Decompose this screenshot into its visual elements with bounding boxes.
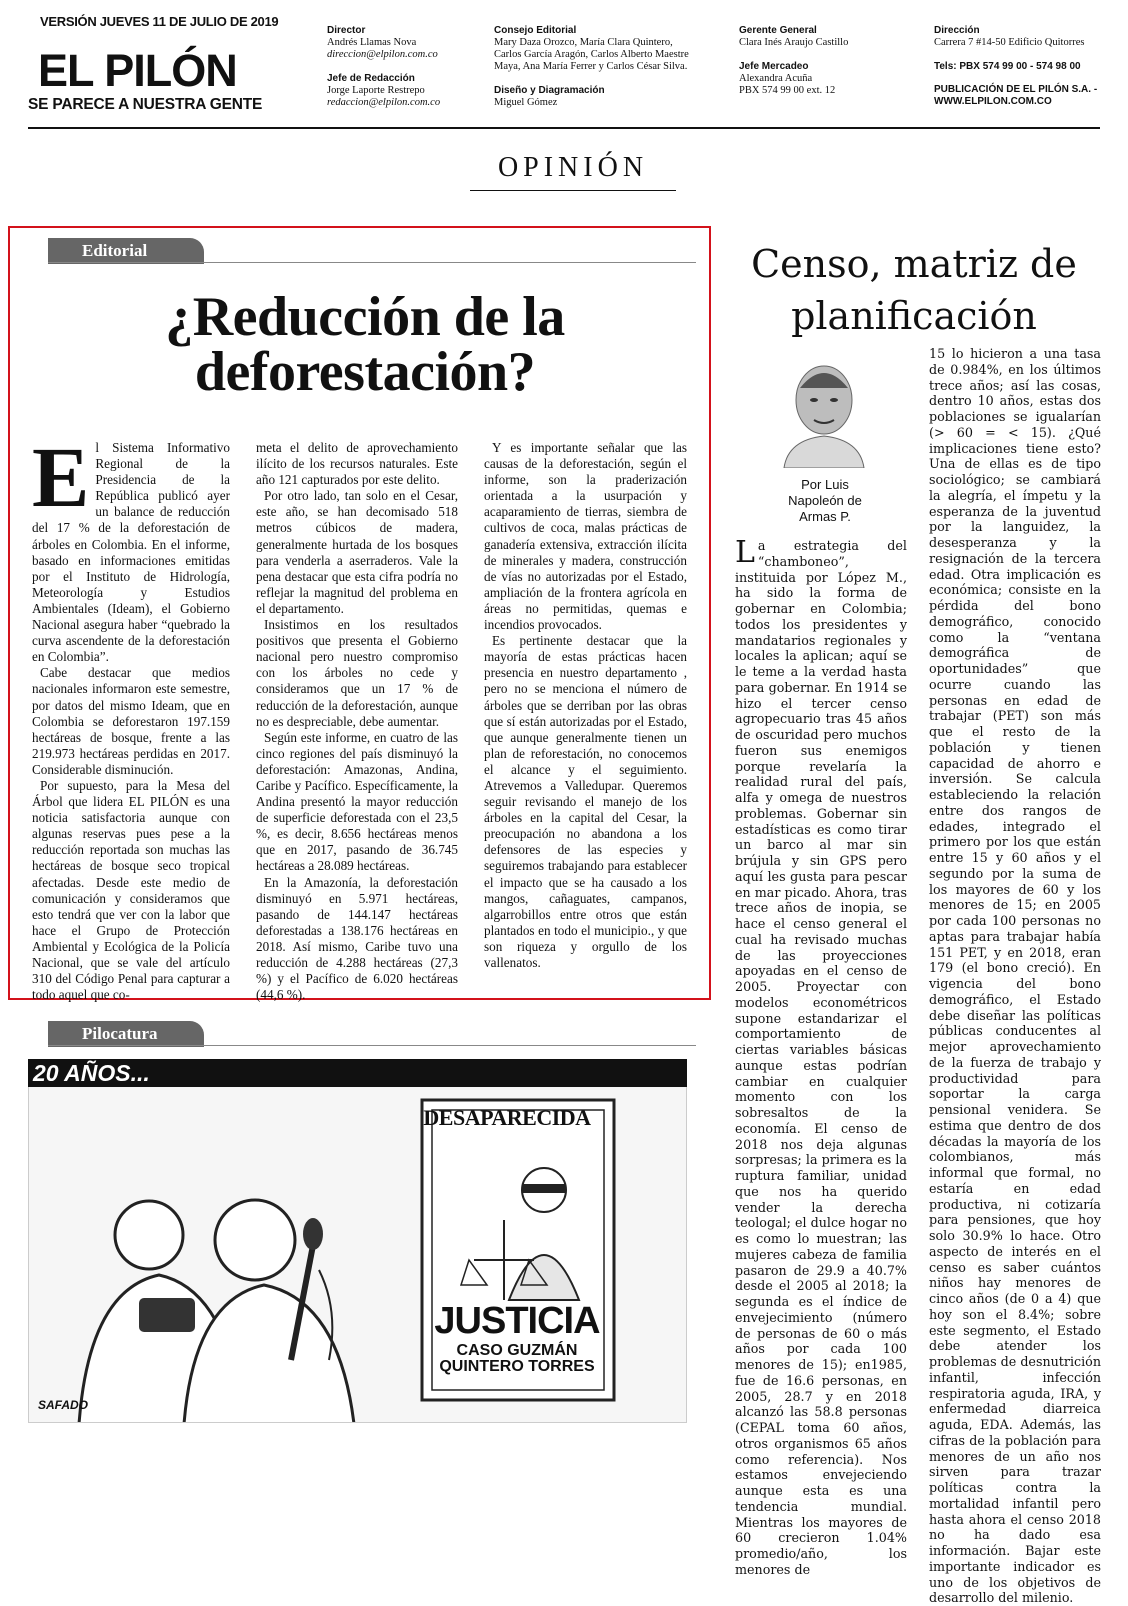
- credit-name: Alexandra Acuña: [739, 73, 813, 84]
- editorial-column-1: [32, 429, 230, 1003]
- credit-role: Dirección: [934, 25, 980, 36]
- paragraph: Y es importante señalar que las causas de la deforestación, según el informe, son la praderización orientada a la usurpación y acaparamiento de tierras, siembra de cultivos de coca, malas prácticas de ganadería extensiva, extracción ilícita de minerales y madera, construcción de vías no autorizadas por el Estado, ampliación de la frontera agrícola en áreas no permitidas, quemas e incendios provocados.: [484, 440, 687, 633]
- credit-line: Mary Daza Orozco, María Clara Quintero,: [494, 37, 673, 48]
- paragraph: En la Amazonía, la deforestación disminuyó en 5.971 hectáreas, pasando de 144.147 hectáreas deforestadas a 138.176 hectáreas en 2018. Así mismo, Caribe tuvo una reducción de 4.288 hectáreas (27,3 %) y el Pacífico de 6.020 hectáreas (44,6 %).: [256, 874, 458, 1003]
- author-portrait-icon: [778, 348, 870, 468]
- credit-email[interactable]: direccion@elpilon.com.co: [327, 49, 438, 60]
- credits-gerente: [739, 25, 909, 49]
- editorial-column-3: [484, 440, 687, 971]
- paragraph: l Sistema Informativo Regional de la Presidencia de la República publicó ayer un balance de reducción del 17 % de la deforestación de árboles en Colombia. En el informe, basado en informaciones emitidas por el Instituto de Hidrología, Meteorología y Estudios Ambientales (Ideam), el Gobierno Nacional asegura haber “quebrado la curva ascendente de la deforestación en Colombia”.: [32, 440, 230, 665]
- credits-redaccion: [327, 73, 477, 109]
- paragraph: Según este informe, en cuatro de las cinco regiones del país disminuyó la deforestación: Amazonas, Andina, Caribe y Pacífico. Específicamente, la Andina presentó la mayor reducción de superficie deforestada con el 23,5 %, es decir, 8.656 hectáreas menos que en 2017, pasando de 36.745 hectáreas a 28.089 hectáreas.: [256, 729, 458, 874]
- drop-cap: E: [32, 429, 90, 525]
- credits-consejo: [494, 25, 719, 73]
- author-byline: [770, 477, 880, 525]
- credit-line: Carlos García Aragón, Carlos Alberto Maestre: [494, 49, 689, 60]
- credit-phones: Tels: PBX 574 99 00 - 574 98 00: [934, 61, 1081, 72]
- credit-role: Consejo Editorial: [494, 25, 577, 36]
- credit-email[interactable]: redaccion@elpilon.com.co: [327, 97, 441, 108]
- paragraph: a estrategia del “chamboneo”, instituida por López M., ha sido la forma de gobernar en Colombia; todos los presidentes y mandatarios regionales y locales la aplican; aquí se le teme a la verdad hasta para gobernar. En 1914 se hizo el tercer censo agropecuario tras 45 años de oscuridad pero muchos fueron sus enemigos porque revelaría la realidad rural del país, alfa y omega de nuestros problemas. Gobernar sin estadísticas es como tirar un barco al mar sin brújula y sin GPS pero aquí les gusta para pescar en mar picado. Ahora, tras trece años de inopia, se hace el censo general el cual ha revisado muchas de las proyecciones apoyadas en el censo de 2005. Proyectar con modelos econométricos supone estandarizar el comportamiento de ciertas variables básicas aunque estas podrían cambiar en cualquier momento con los sobresaltos de la economía. El censo de 2018 nos deja algunas sorpresas; la primera es la ruptura familiar, unidad que nos ha querido vender la derecha teologal; el dulce hogar no es como lo muestran; las mujeres cabeza de familia pasaron de 29.9 a 40.7% desde el 2005 al 2018; la segunda es el índice de envejecimiento (número de personas de 60 o más años por cada 100 menores de 15); en1985, fue de 16.6 personas, en 2005, 28.7 y en 2018 alcanzó las 58.8 personas (CEPAL toma 60 años, otros organismos 65 años como referencia). Nos estamos envejeciendo aunque esta es una tendencia mundial. Mientras los mayores de 60 crecieron 1.04% promedio/año, los menores de: [735, 538, 907, 1577]
- editorial-tab-rule: [48, 262, 696, 263]
- opinion-column-2: [929, 346, 1101, 1606]
- credits-publicacion: [934, 84, 1109, 108]
- paragraph: Por otro lado, tan solo en el Cesar, este año, se han decomisado 518 metros cúbicos de madera, generalmente hurtada de los bosques para venderla a aserraderos. Vale la pena destacar que esta cifra podría no reflejar la magnitud del problema en el departamento.: [256, 488, 458, 616]
- credit-role: Gerente General: [739, 25, 817, 36]
- poster-main-text: JUSTICIA: [434, 1300, 600, 1342]
- paragraph: Insistimos en los resultados positivos que presenta el Gobierno nacional pero nuestro compromiso con los árboles no cede y consideramos que un 17 % de reducción de la deforestación, aunque no es despreciable, debe aumentar.: [256, 617, 458, 729]
- masthead-divider: [28, 127, 1100, 129]
- editorial-column-2: [256, 440, 458, 1003]
- poster-caption: [421, 1343, 613, 1375]
- cartoon-tab-rule: [48, 1045, 696, 1046]
- credit-phone: PBX 574 99 00 ext. 12: [739, 85, 836, 96]
- credits-direccion: [934, 25, 1104, 49]
- credit-address: Carrera 7 #14-50 Edificio Quitorres: [934, 37, 1085, 48]
- credits-director: [327, 25, 477, 61]
- paragraph: Es pertinente destacar que la mayoría de estas prácticas hacen presencia en nuestro departamento , pero no se menciona el número de árboles que se derriban por las obras que sí están autorizadas por el Estado, que aunque generalmente tienen un plan de reforestación, no conocemos el alcance y el seguimiento. Atrevemos a Valledupar. Queremos seguir revisando el manejo de los árboles en la capital del Cesar, la preocupación no abandona a los defensores de las especies y seguiremos trabajando para establecer el impacto que se ha causado a los mangos, cañaguates, campanos, algarrobillos entre otros que están plantados en todo el municipio., y que son riqueza y orgullo de los vallenatos.: [484, 633, 687, 970]
- credit-role: Jefe Mercadeo: [739, 61, 809, 72]
- opinion-title: Censo, matriz de planificación: [751, 242, 1077, 338]
- editorial-tab: Editorial: [48, 238, 204, 264]
- editorial-headline: ¿Reducción de la deforestación?: [165, 286, 565, 403]
- credit-name: Andrés Llamas Nova: [327, 37, 417, 48]
- section-underline: [470, 190, 676, 191]
- credit-name: Miguel Gómez: [494, 97, 558, 108]
- cartoonist-signature: SAFADO: [38, 1398, 89, 1412]
- byline-line: Armas P.: [799, 509, 851, 524]
- credit-name: Jorge Laporte Restrepo: [327, 85, 425, 96]
- credit-line: Maya, Ana María Ferrer y Carlos César Silva.: [494, 61, 688, 72]
- credits-diseno: [494, 85, 694, 109]
- drop-cap: L: [735, 535, 755, 570]
- credits-mercadeo: [739, 61, 909, 97]
- credits-tels: [934, 61, 1104, 73]
- newspaper-logo: EL PILÓN: [38, 45, 237, 96]
- paragraph: Cabe destacar que medios nacionales informaron este semestre, por datos del mismo Ideam, que en Colombia se deforestaron 197.159 hectáreas de bosque, frente a las 219.973 hectáreas perdidas en 2017. Considerable disminución.: [32, 665, 230, 777]
- section-title: OPINIÓN: [497, 152, 649, 183]
- credit-role: Diseño y Diagramación: [494, 85, 605, 96]
- newspaper-slogan: SE PARECE A NUESTRA GENTE: [28, 96, 263, 113]
- cartoon-tab: Pilocatura: [48, 1021, 204, 1047]
- credit-publisher: PUBLICACIÓN DE EL PILÓN S.A. -: [934, 84, 1098, 95]
- byline-line: Napoleón de: [788, 493, 862, 508]
- paragraph: Por supuesto, para la Mesa del Árbol que lidera EL PILÓN es una noticia satisfactoria aunque con algunas reservas pues pese a la reducción reportada son muchas las hectáreas de bosque seco tropical afectadas. Desde este medio de comunicación y consideramos que esto tendrá que ver con la labor que hace el Grupo de Protección Ambiental y Ecológica de la Policía Nacional, que se vale del artículo 310 del Código Penal para capturar a todo aquel que co-: [32, 777, 230, 1003]
- cartoon-title: 20 AÑOS...: [33, 1060, 150, 1086]
- paragraph: 15 lo hicieron a una tasa de 0.984%, en los últimos trece años; así las cosas, dentro 10 años, estas dos poblaciones se igualarían (> 60 = < 15). ¿Qué implicaciones tiene esto? Una de ellas es de tipo sociológico; se cambiará la alegría, el ímpetu y la esperanza de la juventud por la languidez, la desesperanza y la resignación de la tercera edad. Otra implicación es económica; consiste en la pérdida del bono demográfico, conocido como la “ventana demográfica de oportunidades” que ocurre cuando las personas en edad de trabajar (PET) son más que el resto de la población y tienen capacidad de ahorro e inversión. Se calcula estableciendo la relación entre dos rangos de edades, integrado el primero por los que están entre 15 y 60 años y el segundo por la suma de los mayores de 60 y los menores de 15; en 2005 por cada 100 personas no aptas para trabajar había 151 PET, y en 2018, eran 179 (el bono creció). En vigencia del bono demográfico, el Estado debe diseñar las políticas públicas conducentes al mejor aprovechamiento de la fuerza de trabajo y productividad para soportar la carga pensional venidera. Se estima que dentro de dos décadas la mayoría de los colombianos, más informal que formal, no estaría en edad productiva, ni cotizaría para pensiones, que hoy solo 30.9% lo hace. Otro aspecto de interés en el censo es saber cuántos niños hay menores de cinco años (de 0 a 4) que hoy son el 8.4%; sobre este segmento, el Estado debe atender los problemas de desnutrición infantil, infección respiratoria aguda, IRA, y enfermedad diarreica aguda, EDA. Además, las cifras de la población para menores de un año nos sirven para trazar políticas contra la mortalidad infantil pero hasta ahora el censo 2018 no ha dado esa información. Bajar este importante indicador es uno de los objetivos de desarrollo del milenio.: [929, 346, 1101, 1606]
- paragraph: meta el delito de aprovechamiento ilícito de los recursos naturales. Este año 121 capturados por este delito.: [256, 440, 458, 488]
- credit-website[interactable]: WWW.ELPILON.COM.CO: [934, 96, 1052, 107]
- credit-role: Director: [327, 25, 366, 36]
- poster-caption-line: CASO GUZMÁN: [456, 1342, 578, 1359]
- poster-caption-line: QUINTERO TORRES: [439, 1358, 595, 1375]
- edition-date: VERSIÓN JUEVES 11 DE JULIO DE 2019: [40, 14, 279, 29]
- poster-heading: DESAPARECIDA: [423, 1105, 591, 1130]
- byline-line: Por Luis: [801, 477, 849, 492]
- credit-name: Clara Inés Araujo Castillo: [739, 37, 849, 48]
- opinion-column-1: [735, 535, 907, 1578]
- author-photo: [778, 348, 870, 468]
- credit-role: Jefe de Redacción: [327, 73, 415, 84]
